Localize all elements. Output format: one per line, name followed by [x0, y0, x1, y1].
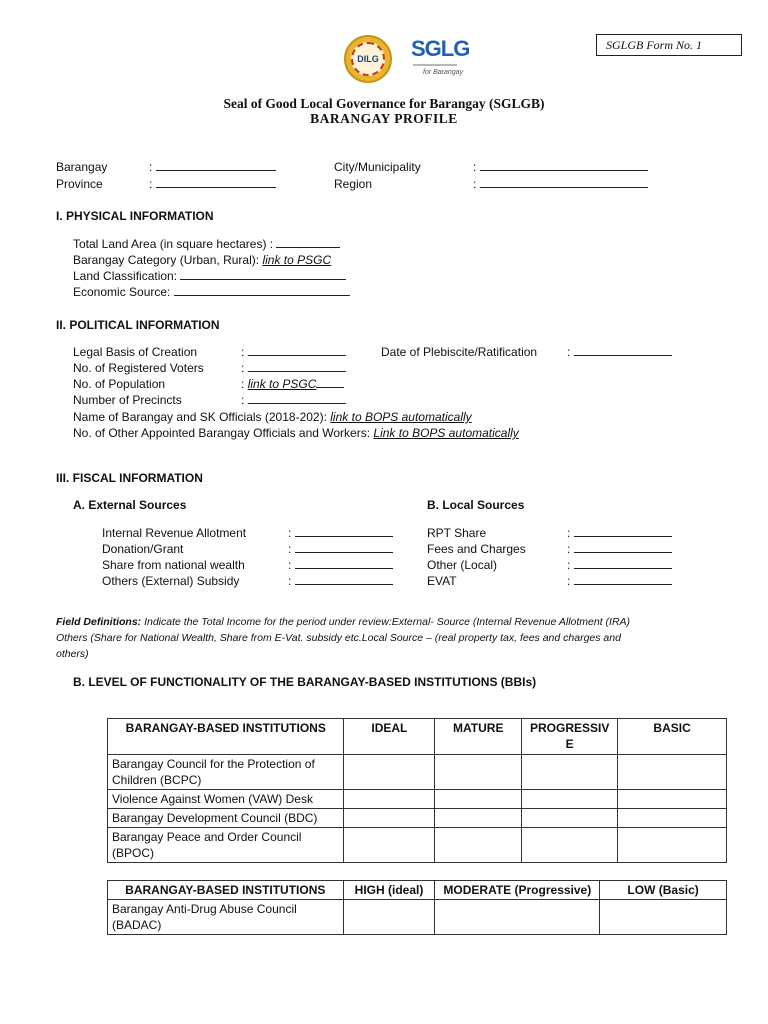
ideal-cell[interactable] [344, 828, 435, 863]
table-row [108, 790, 727, 809]
barangay-category-field [73, 253, 331, 267]
header-institutions: BARANGAY-BASED INSTITUTIONS [108, 881, 344, 900]
table-row [108, 755, 727, 790]
total-land-area-field[interactable] [73, 237, 340, 251]
external-sources-heading: A. External Sources [73, 498, 187, 512]
high-cell[interactable] [343, 900, 435, 935]
institution-name: Barangay Council for the Protection of Children (BCPC) [108, 755, 344, 790]
colon: : [567, 526, 571, 540]
land-classification-field[interactable] [73, 269, 346, 283]
basic-cell[interactable] [618, 790, 727, 809]
sglg-logo [411, 36, 470, 80]
external-subsidy-blank[interactable] [295, 574, 393, 585]
fees-charges-field[interactable] [567, 542, 672, 556]
plebiscite-field[interactable] [567, 345, 672, 359]
region-blank[interactable] [480, 177, 648, 188]
institution-name: Barangay Development Council (BDC) [108, 809, 344, 828]
appointed-field [73, 426, 519, 440]
header-basic: BASIC [618, 719, 727, 755]
colon: : [149, 177, 153, 191]
fees-charges-blank[interactable] [574, 542, 672, 553]
political-info-heading: II. POLITICAL INFORMATION [56, 318, 220, 332]
legal-basis-blank[interactable] [248, 345, 346, 356]
land-classification-label: Land Classification: [73, 269, 178, 283]
physical-info-heading: I. PHYSICAL INFORMATION [56, 209, 214, 223]
city-blank[interactable] [480, 160, 648, 171]
ideal-cell[interactable] [344, 809, 435, 828]
legal-basis-label: Legal Basis of Creation [73, 345, 198, 359]
rpt-share-blank[interactable] [574, 526, 672, 537]
total-land-area-blank[interactable] [276, 237, 340, 248]
national-wealth-label: Share from national wealth [102, 558, 245, 572]
external-subsidy-field[interactable] [288, 574, 393, 588]
header-institutions: BARANGAY-BASED INSTITUTIONS [108, 719, 344, 755]
header-ideal: IDEAL [344, 719, 435, 755]
mature-cell[interactable] [435, 755, 522, 790]
barangay-blank[interactable] [156, 160, 276, 171]
header-progressive [522, 719, 618, 755]
colon: : [149, 160, 153, 174]
donation-label: Donation/Grant [102, 542, 184, 556]
ira-blank[interactable] [295, 526, 393, 537]
table-row [108, 828, 727, 863]
sglg-logo-text: SGLG [411, 36, 470, 61]
economic-source-blank[interactable] [174, 285, 350, 296]
field-definitions-line1 [56, 616, 630, 628]
external-subsidy-label: Others (External) Subsidy [102, 574, 240, 588]
document-title: Seal of Good Local Governance for Barangay (SGLGB) [223, 96, 545, 111]
colon: : [567, 542, 571, 556]
barangay-field[interactable] [149, 160, 276, 174]
registered-voters-blank[interactable] [248, 361, 346, 372]
header-moderate: MODERATE (Progressive) [435, 881, 600, 900]
field-definitions-label: Field Definitions: [56, 616, 142, 628]
functionality-heading: B. LEVEL OF FUNCTIONALITY OF THE BARANGAY-BASED INSTITUTIONS (BBIs) [73, 675, 537, 689]
economic-source-field[interactable] [73, 285, 350, 299]
progressive-cell[interactable] [522, 809, 618, 828]
donation-blank[interactable] [295, 542, 393, 553]
national-wealth-blank[interactable] [295, 558, 393, 569]
plebiscite-label: Date of Plebiscite/Ratification [381, 345, 538, 359]
header-progressive-line2: E [565, 737, 574, 751]
total-land-area-label: Total Land Area (in square hectares) : [73, 237, 274, 251]
colon: : [288, 574, 292, 588]
field-definitions-line3: others) [56, 648, 89, 660]
basic-cell[interactable] [618, 755, 727, 790]
institution-name: Barangay Peace and Order Council (BPOC) [108, 828, 344, 863]
land-classification-blank[interactable] [180, 269, 346, 280]
precincts-blank[interactable] [248, 393, 346, 404]
colon: : [567, 574, 571, 588]
institution-name: Barangay Anti-Drug Abuse Council (BADAC) [108, 900, 344, 935]
rpt-share-label: RPT Share [427, 526, 487, 540]
progressive-cell[interactable] [522, 828, 618, 863]
header-high: HIGH (ideal) [343, 881, 435, 900]
province-blank[interactable] [156, 177, 276, 188]
field-definitions-line2: Others (Share for National Wealth, Share from E-Vat. subsidy etc.Local Source – (real property tax, fees and charges and [56, 632, 621, 644]
mature-cell[interactable] [435, 790, 522, 809]
city-field[interactable] [473, 160, 648, 174]
evat-blank[interactable] [574, 574, 672, 585]
local-sources-heading: B. Local Sources [427, 498, 525, 512]
bops-appointed-link[interactable]: Link to BOPS automatically [373, 426, 519, 440]
colon: : [288, 558, 292, 572]
population-blank[interactable] [316, 377, 344, 388]
region-label: Region [334, 177, 373, 191]
colon: : [473, 177, 477, 191]
colon: : [567, 558, 571, 572]
other-local-label: Other (Local) [427, 558, 498, 572]
officials-field [73, 410, 472, 424]
table-header-row [108, 719, 727, 755]
bbi-functionality-table [107, 718, 727, 863]
colon: : [473, 160, 477, 174]
fiscal-info-heading: III. FISCAL INFORMATION [56, 471, 203, 485]
ideal-cell[interactable] [344, 755, 435, 790]
progressive-cell[interactable] [522, 790, 618, 809]
evat-field[interactable] [567, 574, 672, 588]
colon: : [567, 345, 571, 359]
appointed-label: No. of Other Appointed Barangay Officials and Workers: [73, 426, 371, 440]
evat-label: EVAT [427, 574, 457, 588]
economic-source-label: Economic Source: [73, 285, 171, 299]
bops-officials-link[interactable]: link to BOPS automatically [330, 410, 472, 424]
donation-field[interactable] [288, 542, 393, 556]
population-label: No. of Population [73, 377, 166, 391]
population-psgc-link[interactable]: link to PSGC [247, 377, 317, 391]
legal-basis-field[interactable] [241, 345, 346, 359]
basic-cell[interactable] [618, 828, 727, 863]
sglg-logo-subtext: for Barangay [423, 69, 464, 76]
city-label: City/Municipality [334, 160, 421, 174]
national-wealth-field[interactable] [288, 558, 393, 572]
dilg-seal-icon [351, 42, 385, 76]
colon: : [241, 345, 245, 359]
dilg-logo [344, 35, 392, 83]
rpt-share-field[interactable] [567, 526, 672, 540]
table-header-row [108, 881, 727, 900]
plebiscite-blank[interactable] [574, 345, 672, 356]
colon: : [241, 393, 245, 407]
table-row [108, 900, 727, 935]
basic-cell[interactable] [618, 809, 727, 828]
other-local-field[interactable] [567, 558, 672, 572]
form-number-box: SGLGB Form No. 1 [596, 34, 742, 56]
colon: : [288, 542, 292, 556]
sglg-logo-underline [413, 64, 457, 66]
ira-label: Internal Revenue Allotment [102, 526, 247, 540]
barangay-label: Barangay [56, 160, 108, 174]
officials-label: Name of Barangay and SK Officials (2018-202): [73, 410, 327, 424]
colon: : [241, 361, 245, 375]
field-definitions-text1: Indicate the Total Income for the period under review:External- Source (Internal Revenue Allotment (IRA) [141, 616, 631, 628]
header-low: LOW (Basic) [600, 881, 727, 900]
province-label: Province [56, 177, 103, 191]
mature-cell[interactable] [435, 828, 522, 863]
region-field[interactable] [473, 177, 648, 191]
table-row [108, 809, 727, 828]
province-field[interactable] [149, 177, 276, 191]
fees-charges-label: Fees and Charges [427, 542, 526, 556]
badac-functionality-table [107, 880, 727, 935]
progressive-cell[interactable] [522, 755, 618, 790]
precincts-label: Number of Precincts [73, 393, 182, 407]
header-mature: MATURE [435, 719, 522, 755]
registered-voters-label: No. of Registered Voters [73, 361, 204, 375]
other-local-blank[interactable] [574, 558, 672, 569]
registered-voters-field[interactable] [241, 361, 346, 375]
moderate-cell[interactable] [435, 900, 600, 935]
mature-cell[interactable] [435, 809, 522, 828]
document-subtitle: BARANGAY PROFILE [310, 111, 458, 126]
dilg-logo-text: DILG [357, 54, 379, 64]
precincts-field[interactable] [241, 393, 346, 407]
barangay-category-label: Barangay Category (Urban, Rural): [73, 253, 260, 267]
colon: : [241, 377, 245, 391]
ideal-cell[interactable] [344, 790, 435, 809]
colon: : [288, 526, 292, 540]
psgc-link[interactable]: link to PSGC [262, 253, 332, 267]
institution-name: Violence Against Women (VAW) Desk [108, 790, 344, 809]
ira-field[interactable] [288, 526, 393, 540]
header-progressive-line1: PROGRESSIV [530, 721, 610, 735]
low-cell[interactable] [600, 900, 727, 935]
population-field [241, 377, 344, 391]
